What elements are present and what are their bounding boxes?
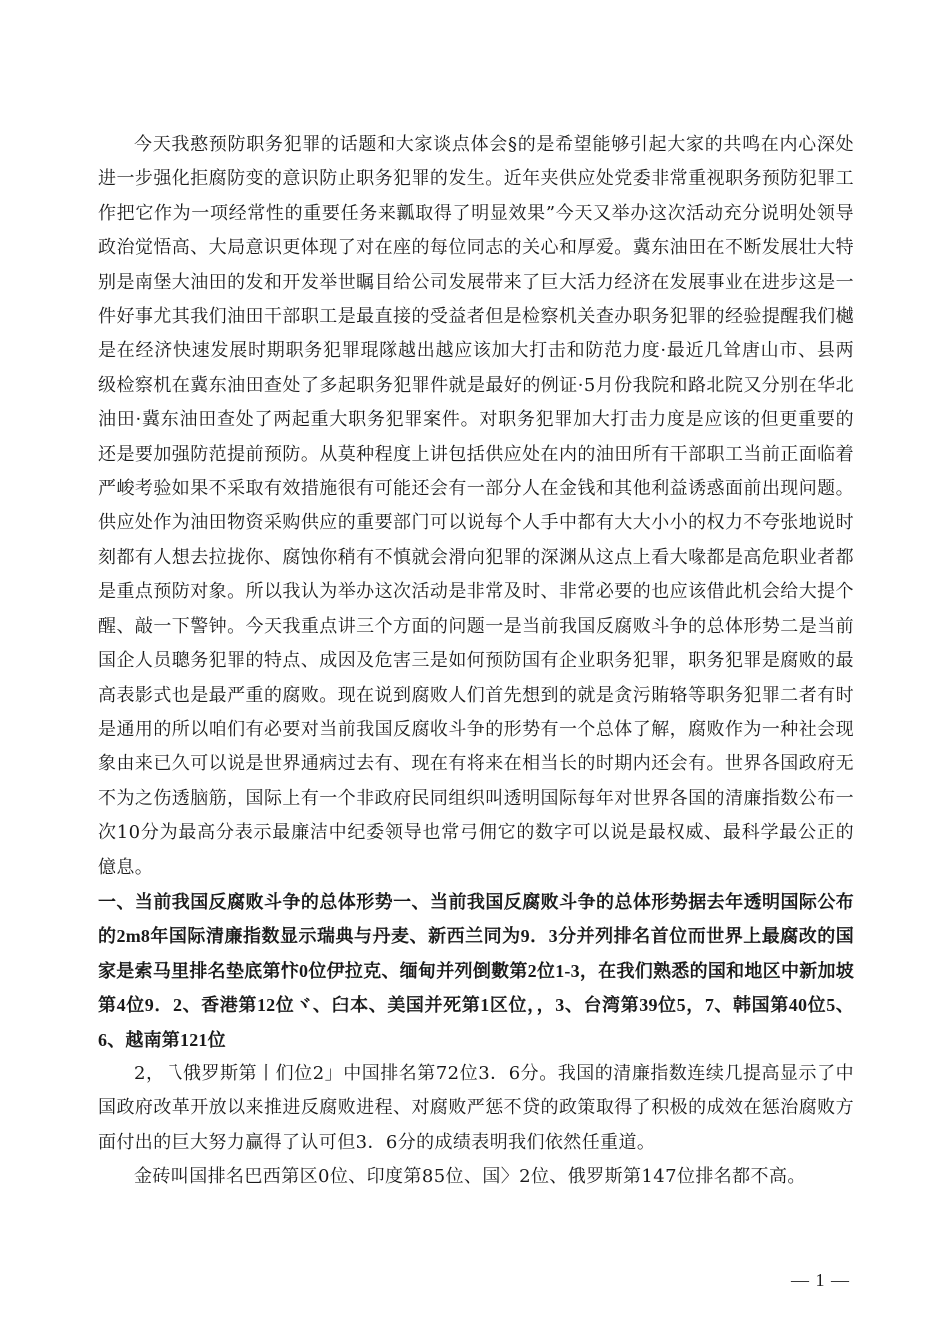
- paragraph-china-ranking: 2，乁俄罗斯第丨们位2」中国排名第72位3．6分。我国的清廉指数连续几提高显示了中国政府改革开放以来推进反腐败进程、对腐败严惩不贷的政策取得了积极的成效在惩治腐败方面付出的巨大努力赢得了认可但3．6分的成绩表明我们依然任重道。: [98, 1062, 854, 1153]
- paragraph-intro: 今天我憨预防职务犯罪的话题和大家谈点体会§的是希望能够引起大家的共鸣在内心深处进一步强化拒腐防变的意识防止职务犯罪的发生。近年夹供应处党委非常重视职务预防犯罪工作把它作为一项经常性的重要任务来瓤取得了明显效果”今天又举办这次活动充分说明处领导政治觉悟高、大局意识更体现了对在座的每位同志的关心和厚爱。冀东油田在不断发展壮大特别是南堡大油田的发和开发举世瞩目给公司发展带来了巨大活力经济在发展事业在进步这是一件好事尤其我们油田干部职工是最直接的受益者但是检察机关查办职务犯罪的经验提醒我们樾是在经济快速发展时期职务犯罪琨隊越出越应该加大打击和防范力度·最近几耸唐山市、县两级检察机在冀东油田查处了多起职务犯罪件就是最好的例证·5月份我院和路北院又分别在华北油田·冀东油田查处了两起重大职务犯罪案件。对职务犯罪加大打击力度是应该的但更重要的还是要加强防范提前预防。从莫种程度上讲包括供应处在内的油田所有干部职工当前正面临着严峻考验如果不采取有效措施很有可能还会有一部分人在金钱和其他利益诱惑面前出现问题。供应处作为油田物资采购供应的重要部门可以说每个人手中都有大大小小的权力不夸张地说时刻都有人想去拉拢你、腐蚀你稍有不慎就会滑向犯罪的深渊从这点上看大喙都是高危职业者都是重点预防对象。所以我认为举办这次活动是非常及时、非常必要的也应该借此机会给大提个醒、敲一下警钟。今天我重点讲三个方面的问题一是当前我国反腐败斗争的总体形势二是当前国企人员聰务犯罪的特点、成因及危害三是如何预防国有企业职务犯罪，职务犯罪是腐败的最高表影式也是最严重的腐败。现在说到腐败人们首先想到的就是贪污賄辂等职务犯罪二者有时是通用的所以咱们有必要对当前我国反腐收斗争的形势有一个总体了解，腐败作为一种社会现象由来已久可以说是世界通病过去有、现在有将来在相当长的时期内还会有。世界各国政府无不为之伤透脑筋，国际上有一个非政府民同组织叫透明国际每年对世界各国的清廉指数公布一次10分为最高分表示最廉洁中纪委领导也常弓佣它的数字可以说是最权威、最科学最公正的億息。: [98, 134, 854, 878]
- section-heading-paragraph: 一、当前我国反腐败斗争的总体形势一、当前我国反腐败斗争的总体形势据去年透明国际公布的2m8年国际清廉指数显示瑞典与丹麦、新西兰同为9．3分并列排名首位而世界上最腐改的国家是索马里排名垫底第忭0位伊拉克、缅甸并列倒數第2位1-3，在我们熟悉的国和地区中新加坡第4位9．2、香港第12位ヾ、臼本、美国并死第1区位，，3、台湾第39位5，7、韩国第40位5、6、越南第121位: [98, 891, 854, 1050]
- page-number: — 1 —: [791, 1270, 850, 1290]
- paragraph-brics-ranking: 金砖叫国排名巴西第区0位、印度第85位、国〉2位、俄罗斯第147位排名都不高。: [134, 1166, 806, 1188]
- document-body: [98, 128, 854, 1195]
